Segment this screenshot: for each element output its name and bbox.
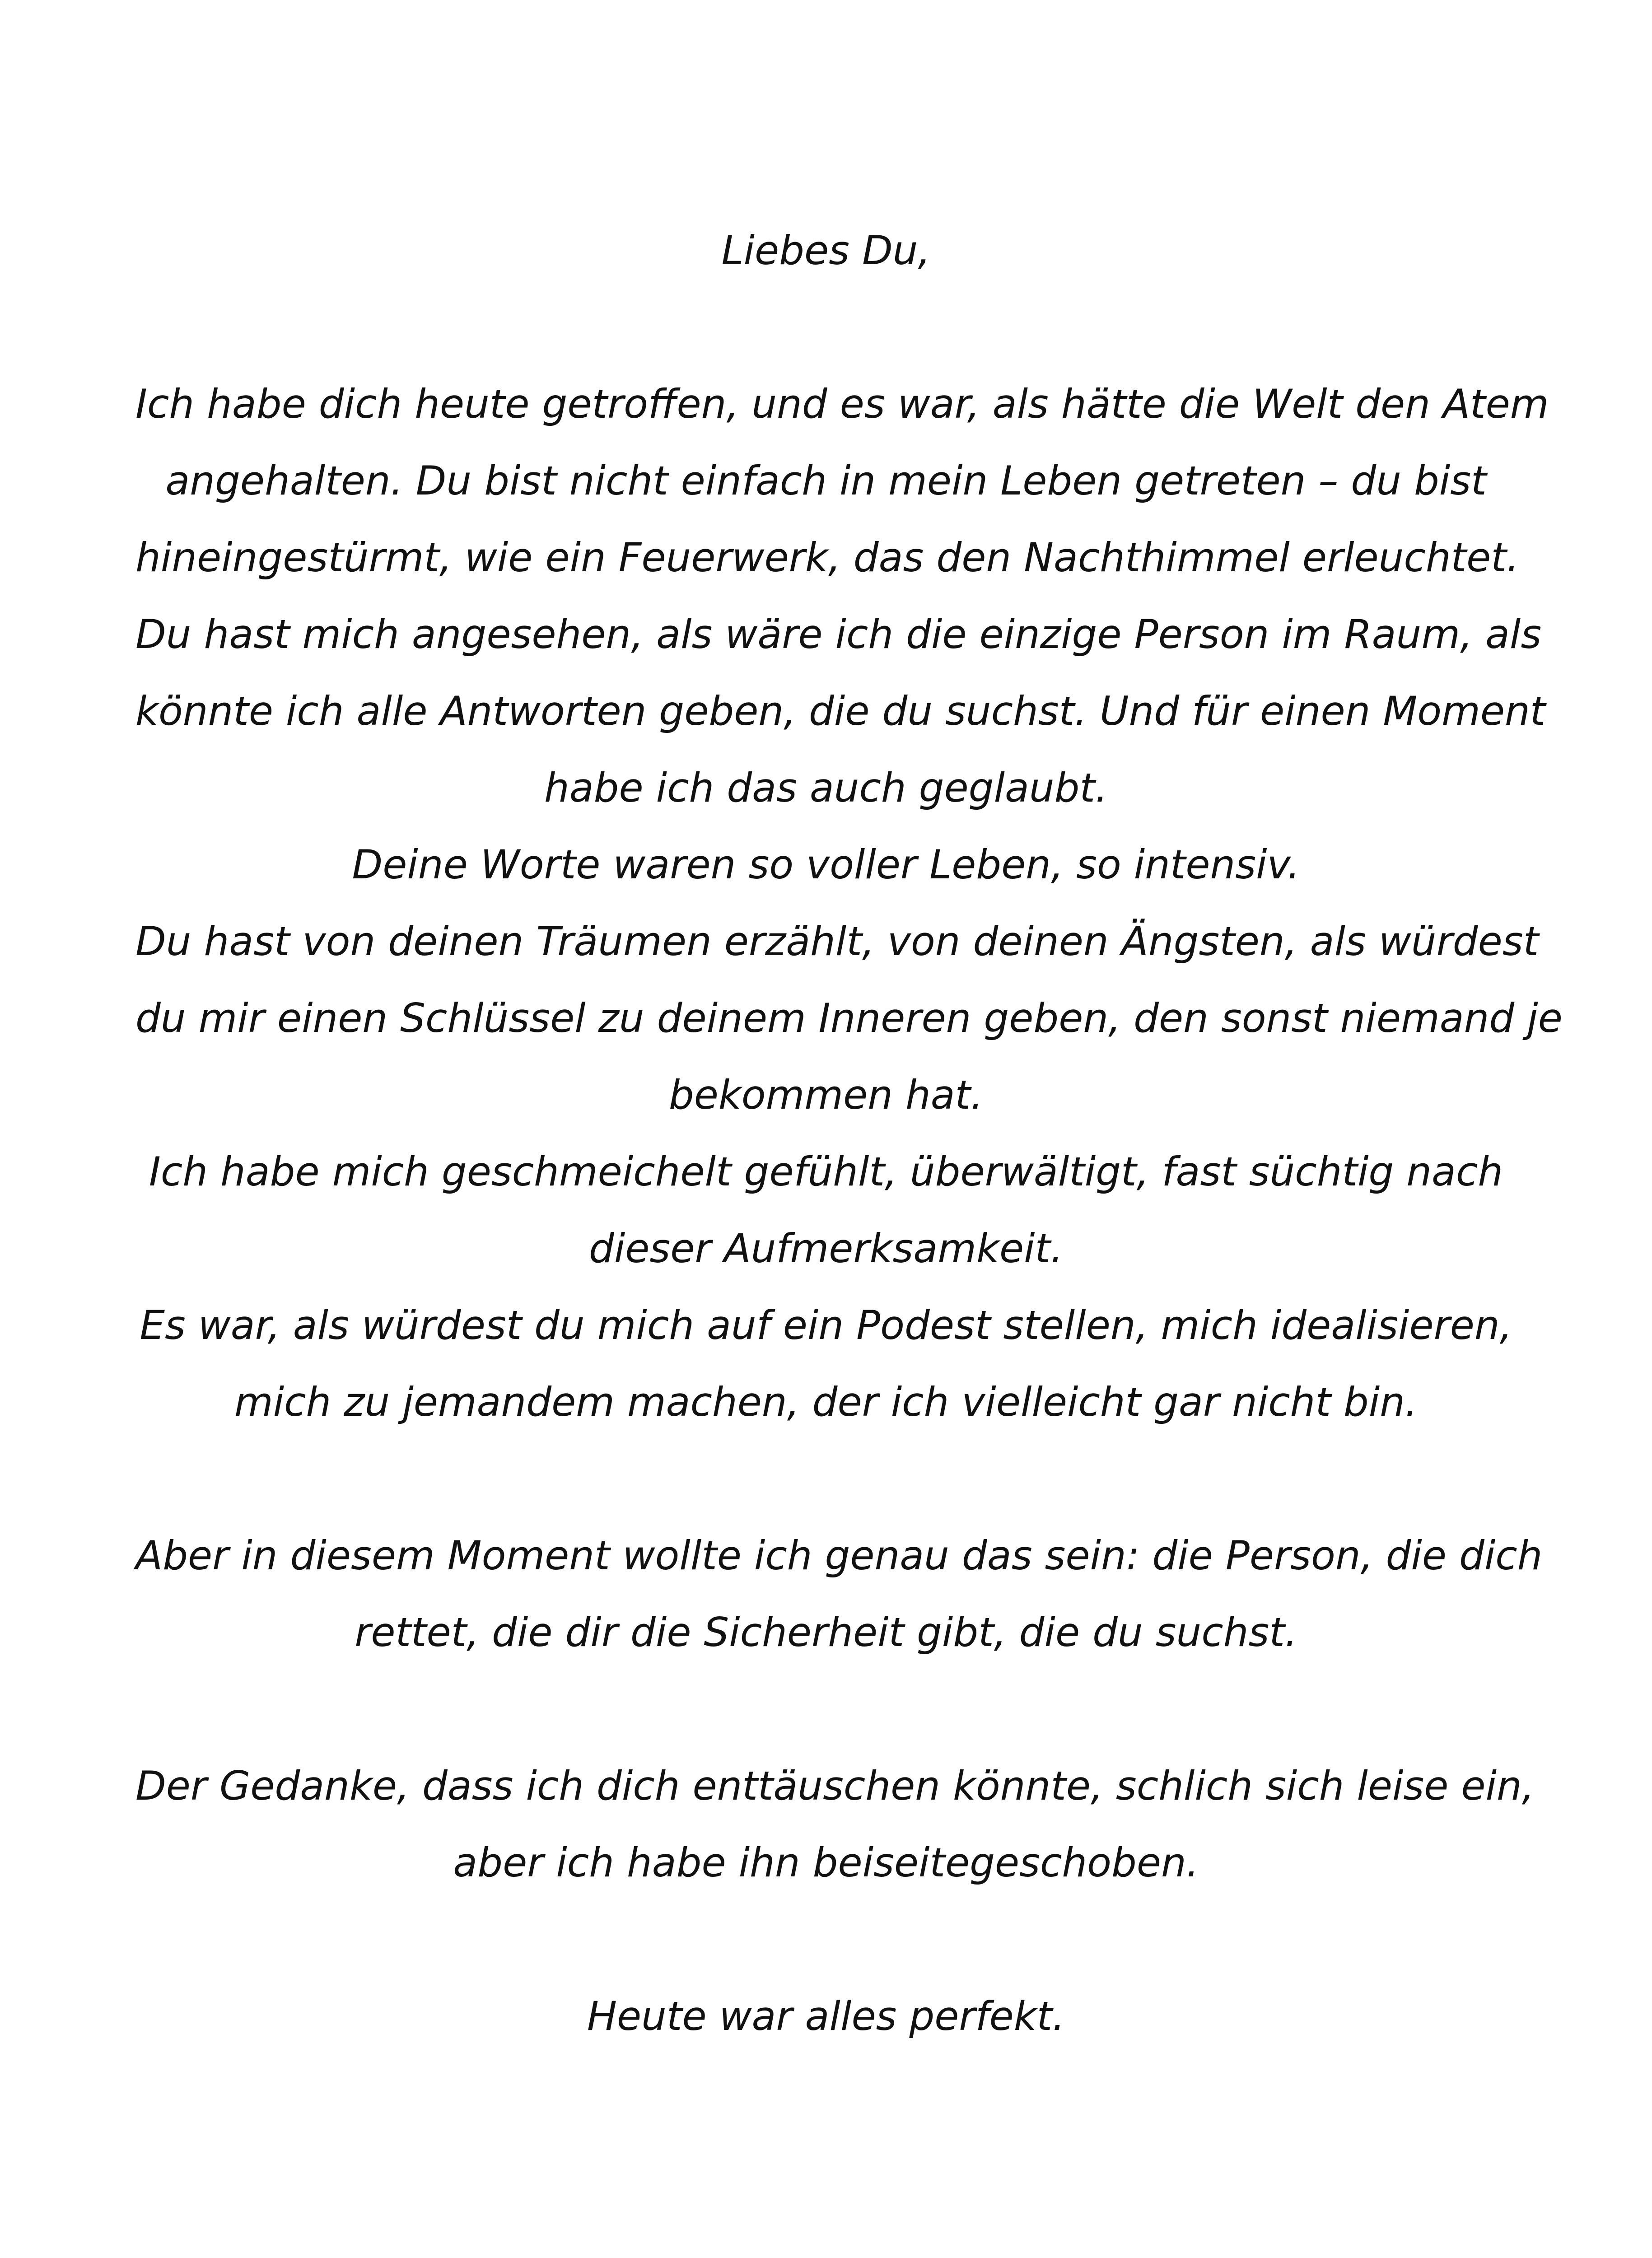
- letter-line: Es war, als würdest du mich auf ein Podest stellen, mich idealisieren,: [140, 1302, 1512, 1348]
- letter-line: Ich habe dich heute getroffen, und es war, als hätte die Welt den Atem: [135, 381, 1549, 427]
- letter-line: rettet, die dir die Sicherheit gibt, die du suchst.: [355, 1609, 1297, 1656]
- letter-line: aber ich habe ihn beiseitegeschoben.: [453, 1839, 1199, 1886]
- letter-line: Aber in diesem Moment wollte ich genau das sein: die Person, die dich: [135, 1532, 1543, 1579]
- letter-line: Du hast mich angesehen, als wäre ich die einzige Person im Raum, als: [135, 611, 1542, 658]
- letter-body: [135, 212, 1563, 2055]
- letter-greeting: Liebes Du,: [721, 227, 931, 274]
- letter-line: Ich habe mich geschmeichelt gefühlt, überwältigt, fast süchtig nach: [149, 1148, 1503, 1195]
- paragraph-gap: [135, 1901, 1517, 1978]
- letter-line: dieser Aufmerksamkeit.: [588, 1225, 1064, 1272]
- letter-line: du mir einen Schlüssel zu deinem Inneren geben, den sonst niemand je: [135, 995, 1563, 1041]
- letter-line: hineingestürmt, wie ein Feuerwerk, das den Nachthimmel erleuchtet.: [135, 534, 1519, 581]
- letter-line: Der Gedanke, dass ich dich enttäuschen könnte, schlich sich leise ein,: [135, 1763, 1535, 1809]
- letter-line: mich zu jemandem machen, der ich vielleicht gar nicht bin.: [234, 1379, 1418, 1425]
- letter-line: bekommen hat.: [668, 1072, 984, 1118]
- letter-line: habe ich das auch geglaubt.: [544, 765, 1108, 811]
- paragraph-gap: [135, 1671, 1517, 1748]
- letter-line: Du hast von deinen Träumen erzählt, von deinen Ängsten, als würdest: [135, 918, 1539, 965]
- paragraph-gap: [135, 1441, 1517, 1517]
- letter-line: könnte ich alle Antworten geben, die du suchst. Und für einen Moment: [135, 688, 1546, 734]
- letter-closing-line: Heute war alles perfekt.: [587, 1993, 1065, 2039]
- letter-line: angehalten. Du bist nicht einfach in mein Leben getreten – du bist: [165, 457, 1487, 504]
- letter-line: Deine Worte waren so voller Leben, so intensiv.: [352, 841, 1300, 888]
- paragraph-gap: [135, 289, 1517, 366]
